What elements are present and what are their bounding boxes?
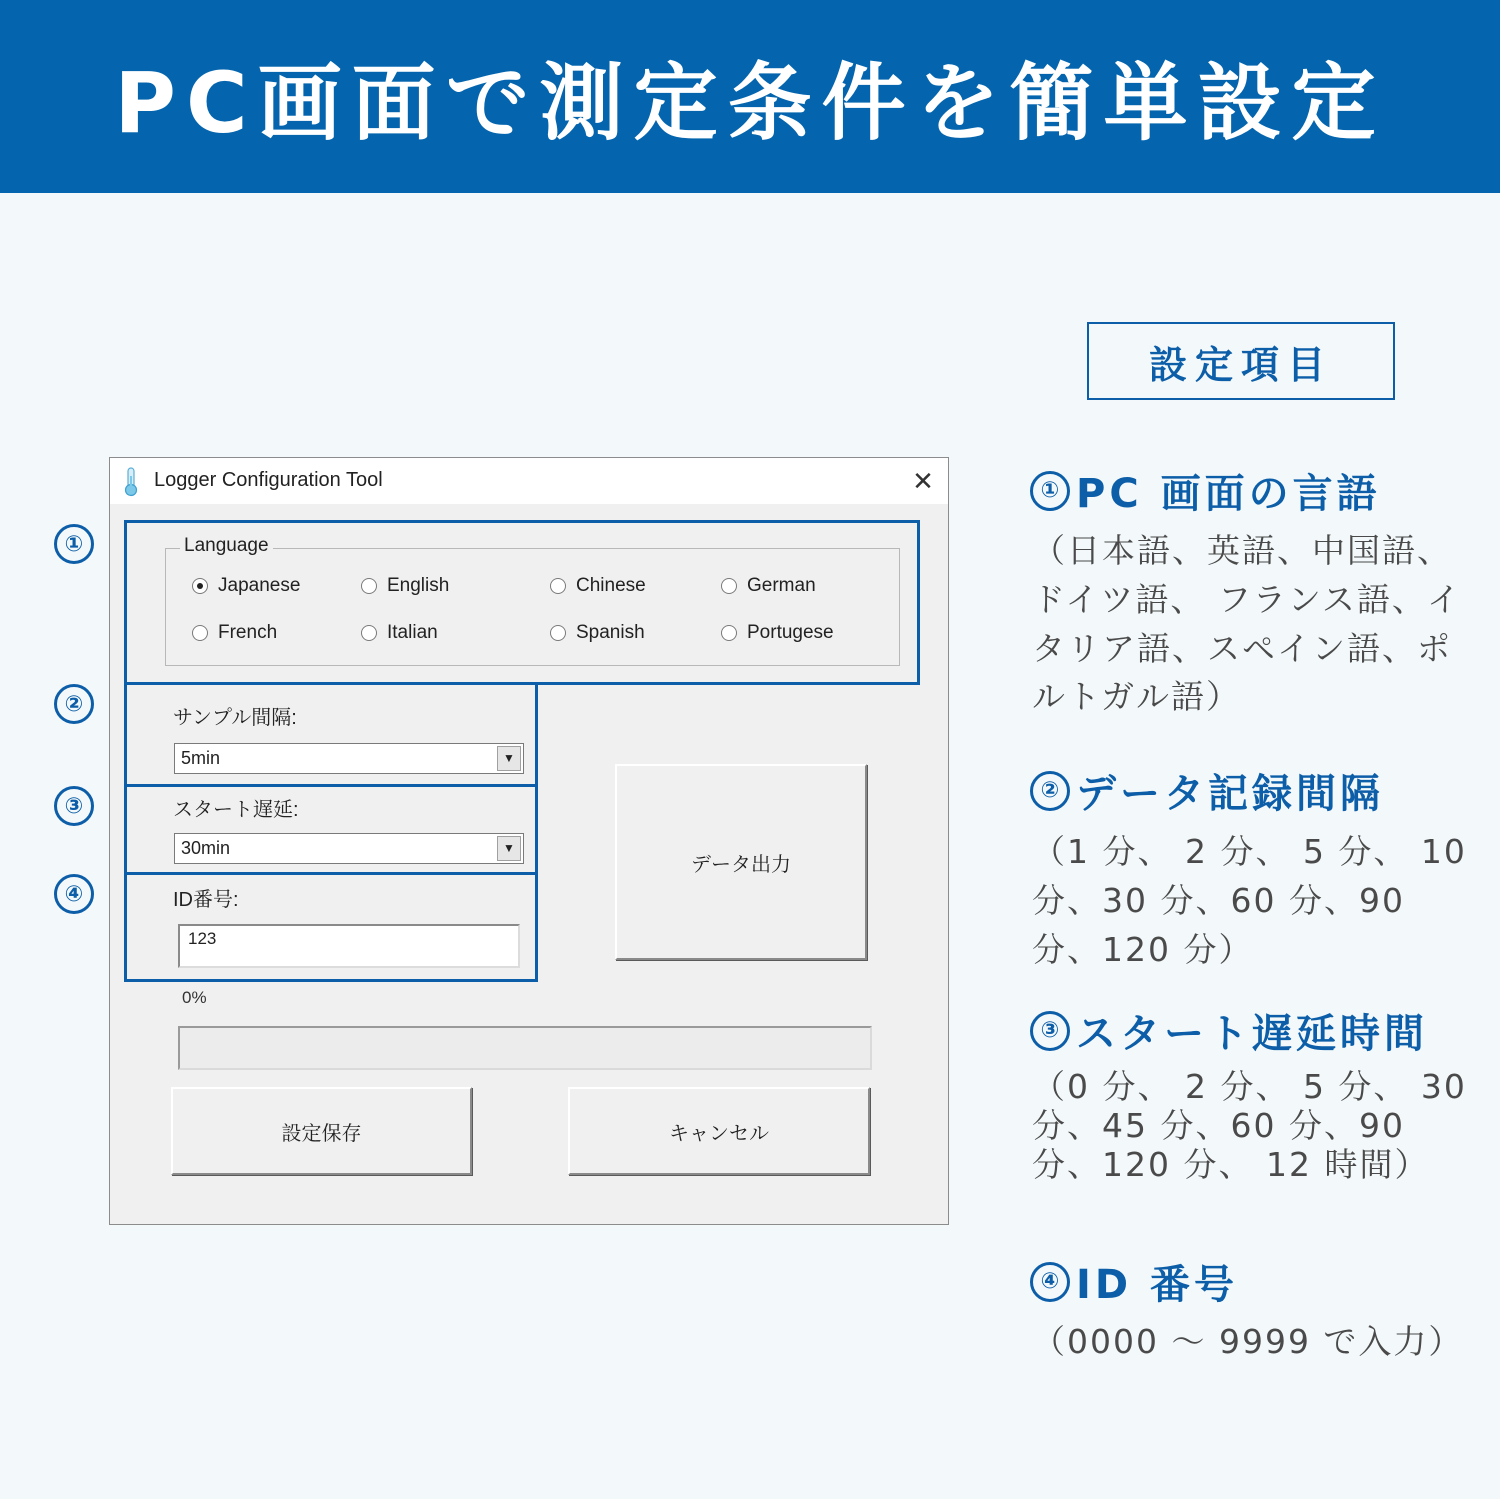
item-4-number: ④ xyxy=(1030,1262,1070,1302)
item-2-title: データ記録間隔 xyxy=(1076,771,1384,817)
highlight-language xyxy=(124,520,920,685)
close-button[interactable] xyxy=(898,458,948,504)
sample-interval-label: サンプル間隔: xyxy=(173,707,297,729)
radio-label: Chinese xyxy=(576,575,646,596)
item-3-heading xyxy=(1030,1002,1428,1059)
marker-3: ③ xyxy=(54,786,94,826)
progress-percent: 0% xyxy=(182,988,207,1007)
radio-label: German xyxy=(747,575,816,596)
item-4-heading xyxy=(1030,1253,1238,1310)
thermometer-icon xyxy=(122,467,140,497)
progress-bar xyxy=(178,1026,872,1070)
highlight-start-delay xyxy=(124,784,538,875)
item-2-number: ② xyxy=(1030,771,1070,811)
start-delay-value: 30min xyxy=(181,838,231,858)
item-4-description: （0000 ～ 9999 で入力） xyxy=(1032,1322,1464,1361)
marker-1: ① xyxy=(54,524,94,564)
radio-label: French xyxy=(218,622,278,643)
radio-label: Spanish xyxy=(576,622,645,643)
start-delay-label: スタート遅延: xyxy=(173,799,299,821)
header-banner xyxy=(0,0,1500,193)
item-3-description: （0 分、 2 分、 5 分、 30 分、45 分、60 分、90 分、120 分、 12 時間） xyxy=(1032,1067,1467,1184)
item-1-title: PC 画面の言語 xyxy=(1076,471,1381,517)
chevron-down-icon[interactable]: ▼ xyxy=(497,836,521,861)
save-settings-button[interactable] xyxy=(171,1087,472,1175)
marker-2: ② xyxy=(54,684,94,724)
save-settings-label: 設定保存 xyxy=(281,1122,362,1145)
banner-title: PC画面で測定条件を簡単設定 xyxy=(114,54,1386,152)
window-title: Logger Configuration Tool xyxy=(154,469,383,491)
close-icon: ✕ xyxy=(912,465,934,496)
radio-label: Portugese xyxy=(747,622,834,643)
item-2-heading xyxy=(1030,762,1384,819)
cancel-label: キャンセル xyxy=(669,1122,769,1145)
item-3-title: スタート遅延時間 xyxy=(1076,1011,1428,1057)
item-3-number: ③ xyxy=(1030,1011,1070,1051)
radio-label: Japanese xyxy=(218,575,301,596)
item-1-description: （日本語、英語、中国語、ドイツ語、 フランス語、イタリア語、スペイン語、ポルトガル語） xyxy=(1032,531,1462,717)
title-bar[interactable] xyxy=(110,458,948,504)
radio-label: English xyxy=(387,575,450,596)
chevron-down-icon[interactable]: ▼ xyxy=(497,746,521,771)
item-4-title: ID 番号 xyxy=(1076,1262,1239,1308)
highlight-id-number xyxy=(124,872,538,982)
export-data-button[interactable] xyxy=(615,764,867,960)
language-legend: Language xyxy=(180,535,273,557)
sample-interval-value: 5min xyxy=(181,748,221,768)
radio-label: Italian xyxy=(387,622,438,643)
id-number-value: 123 xyxy=(188,929,217,948)
settings-heading: 設定項目 xyxy=(1087,322,1395,400)
item-1-number: ① xyxy=(1030,471,1070,511)
id-number-label: ID番号: xyxy=(173,889,239,911)
item-2-description: （1 分、 2 分、 5 分、 10 分、30 分、60 分、90 分、120 分） xyxy=(1032,832,1467,969)
item-1-heading xyxy=(1030,462,1381,519)
marker-4: ④ xyxy=(54,874,94,914)
cancel-button[interactable] xyxy=(568,1087,870,1175)
highlight-sample-interval xyxy=(124,682,538,787)
export-data-label: データ出力 xyxy=(691,853,791,876)
